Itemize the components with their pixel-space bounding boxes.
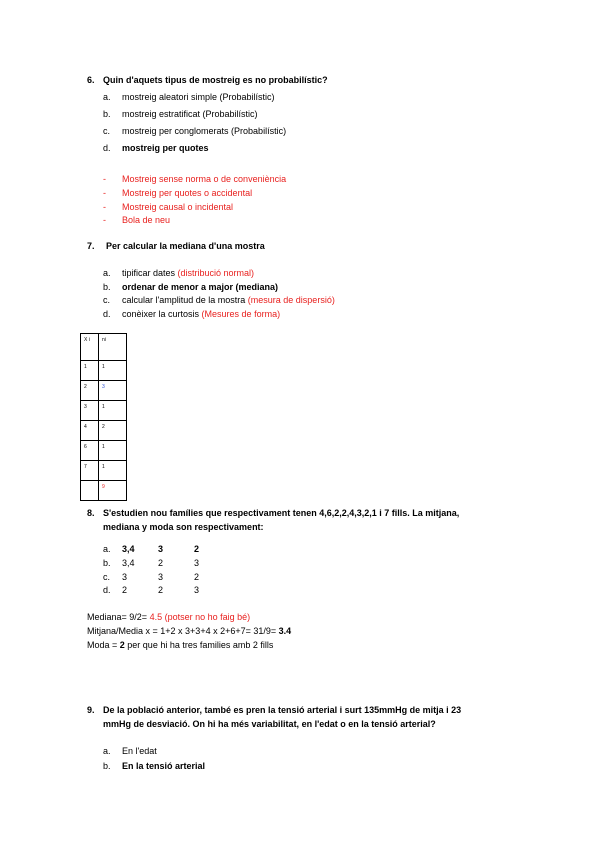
q8-option-a-letter: a. bbox=[103, 544, 111, 554]
table-row bbox=[81, 381, 127, 401]
q9-option-a-letter: a. bbox=[103, 746, 111, 756]
table-header-ni: ni bbox=[99, 334, 127, 361]
q8-option-c-letter: c. bbox=[103, 572, 111, 582]
table-cell-ni: 1 bbox=[99, 441, 127, 461]
q8-option-a-moda: 2 bbox=[194, 544, 200, 554]
q7-option-d-note: (Mesures de forma) bbox=[201, 309, 281, 319]
q8-moda-value: 2 bbox=[119, 640, 125, 650]
table-row bbox=[81, 461, 127, 481]
q6-note-2: Mostreig per quotes o accidental bbox=[122, 188, 253, 198]
table-cell-xi: 7 bbox=[81, 461, 99, 481]
table-header-row bbox=[81, 334, 127, 361]
q6-option-b: mostreig estratificat (Probabilístic) bbox=[122, 109, 258, 119]
q8-option-c-mitjana: 3 bbox=[122, 572, 128, 582]
q8-option-b-moda: 3 bbox=[194, 558, 200, 568]
q6-option-b-letter: b. bbox=[103, 109, 111, 119]
table-cell-ni: 1 bbox=[99, 401, 127, 421]
q7-option-a: tipificar dates (distribució normal) bbox=[122, 268, 255, 278]
q8-option-b-mediana: 2 bbox=[158, 558, 164, 568]
q8-option-a-mediana: 3 bbox=[158, 544, 164, 554]
q6-note-4: Bola de neu bbox=[122, 215, 171, 225]
table-cell-ni: 2 bbox=[99, 421, 127, 441]
q7-option-c: calcular l'amplitud de la mostra (mesura de dispersió) bbox=[122, 295, 335, 305]
q8-mitjana-line: Mitjana/Media x = 1+2 x 3+3+4 x 2+6+7= 31/9= 3.4 bbox=[87, 626, 292, 636]
table-cell-ni: 3 bbox=[99, 381, 127, 401]
q7-option-b-letter: b. bbox=[103, 282, 111, 292]
q6-note-dash: - bbox=[103, 215, 106, 225]
q8-option-b-letter: b. bbox=[103, 558, 111, 568]
table-total-row bbox=[81, 481, 127, 501]
q8-moda-line: Moda = 2 per que hi ha tres families amb 2 fills bbox=[87, 640, 274, 650]
q9-question-line2: mmHg de desviació. On hi ha més variabilitat, en l'edat o en la tensió arterial? bbox=[103, 719, 436, 729]
q6-note-1: Mostreig sense norma o de conveniència bbox=[122, 174, 287, 184]
q6-option-c: mostreig per conglomerats (Probabilístic) bbox=[122, 126, 287, 136]
table-cell-ni: 1 bbox=[99, 361, 127, 381]
q8-option-b-mitjana: 3,4 bbox=[122, 558, 135, 568]
q7-option-a-note: (distribució normal) bbox=[177, 268, 255, 278]
q8-option-c-moda: 2 bbox=[194, 572, 200, 582]
q6-option-c-letter: c. bbox=[103, 126, 111, 136]
q8-mitjana-value: 3.4 bbox=[278, 626, 292, 636]
q7-option-c-note: (mesura de dispersió) bbox=[247, 295, 335, 305]
q9-option-a: En l'edat bbox=[122, 746, 157, 756]
q7-option-d-letter: d. bbox=[103, 309, 111, 319]
table-row bbox=[81, 441, 127, 461]
table-cell-xi bbox=[81, 481, 99, 501]
frequency-table bbox=[80, 333, 127, 501]
q7-option-b: ordenar de menor a major (mediana) bbox=[122, 282, 279, 292]
table-header-xi: X i bbox=[81, 334, 99, 361]
table-total-ni: 9 bbox=[99, 481, 127, 501]
q8-question-line1: S'estudien nou famílies que respectivament tenen 4,6,2,2,4,3,2,1 i 7 fills. La mitjana, bbox=[103, 508, 460, 518]
q7-option-d: conèixer la curtosis (Mesures de forma) bbox=[122, 309, 281, 319]
table-cell-xi: 6 bbox=[81, 441, 99, 461]
table-cell-xi: 4 bbox=[81, 421, 99, 441]
q6-question: Quin d'aquets tipus de mostreig es no probabilístic? bbox=[103, 75, 328, 85]
q6-option-a-letter: a. bbox=[103, 92, 111, 102]
q8-option-c-mediana: 3 bbox=[158, 572, 164, 582]
q8-option-d-mediana: 2 bbox=[158, 585, 164, 595]
table-row bbox=[81, 361, 127, 381]
table-cell-ni: 1 bbox=[99, 461, 127, 481]
q8-option-d-moda: 3 bbox=[194, 585, 200, 595]
table-row bbox=[81, 421, 127, 441]
q7-number: 7. bbox=[87, 241, 95, 251]
q7-option-a-letter: a. bbox=[103, 268, 111, 278]
q8-mediana-line: Mediana= 9/2= 4.5 (potser no ho faig bé) bbox=[87, 612, 251, 622]
q7-question: Per calcular la mediana d'una mostra bbox=[106, 241, 265, 251]
q8-option-d-mitjana: 2 bbox=[122, 585, 128, 595]
q6-note-3: Mostreig causal o incidental bbox=[122, 202, 234, 212]
table-cell-xi: 1 bbox=[81, 361, 99, 381]
q6-number: 6. bbox=[87, 75, 95, 85]
q6-note-dash: - bbox=[103, 202, 106, 212]
q8-mediana-note: 4.5 (potser no ho faig bé) bbox=[149, 612, 251, 622]
q8-question-line2: mediana y moda son respectivament: bbox=[103, 522, 264, 532]
q8-option-d-letter: d. bbox=[103, 585, 111, 595]
q9-question-line1: De la població anterior, també es pren la tensió arterial i surt 135mmHg de mitja i 23 bbox=[103, 705, 462, 715]
q6-option-a: mostreig aleatori simple (Probabilístic) bbox=[122, 92, 275, 102]
q8-number: 8. bbox=[87, 508, 95, 518]
table-row bbox=[81, 401, 127, 421]
q6-option-d: mostreig per quotes bbox=[122, 143, 209, 153]
q9-option-b-letter: b. bbox=[103, 761, 111, 771]
q9-option-b: En la tensió arterial bbox=[122, 761, 206, 771]
table-cell-xi: 2 bbox=[81, 381, 99, 401]
q6-option-d-letter: d. bbox=[103, 143, 111, 153]
q6-note-dash: - bbox=[103, 188, 106, 198]
q8-option-a-mitjana: 3,4 bbox=[122, 544, 135, 554]
q9-number: 9. bbox=[87, 705, 95, 715]
q6-note-dash: - bbox=[103, 174, 106, 184]
table-cell-xi: 3 bbox=[81, 401, 99, 421]
q7-option-c-letter: c. bbox=[103, 295, 111, 305]
